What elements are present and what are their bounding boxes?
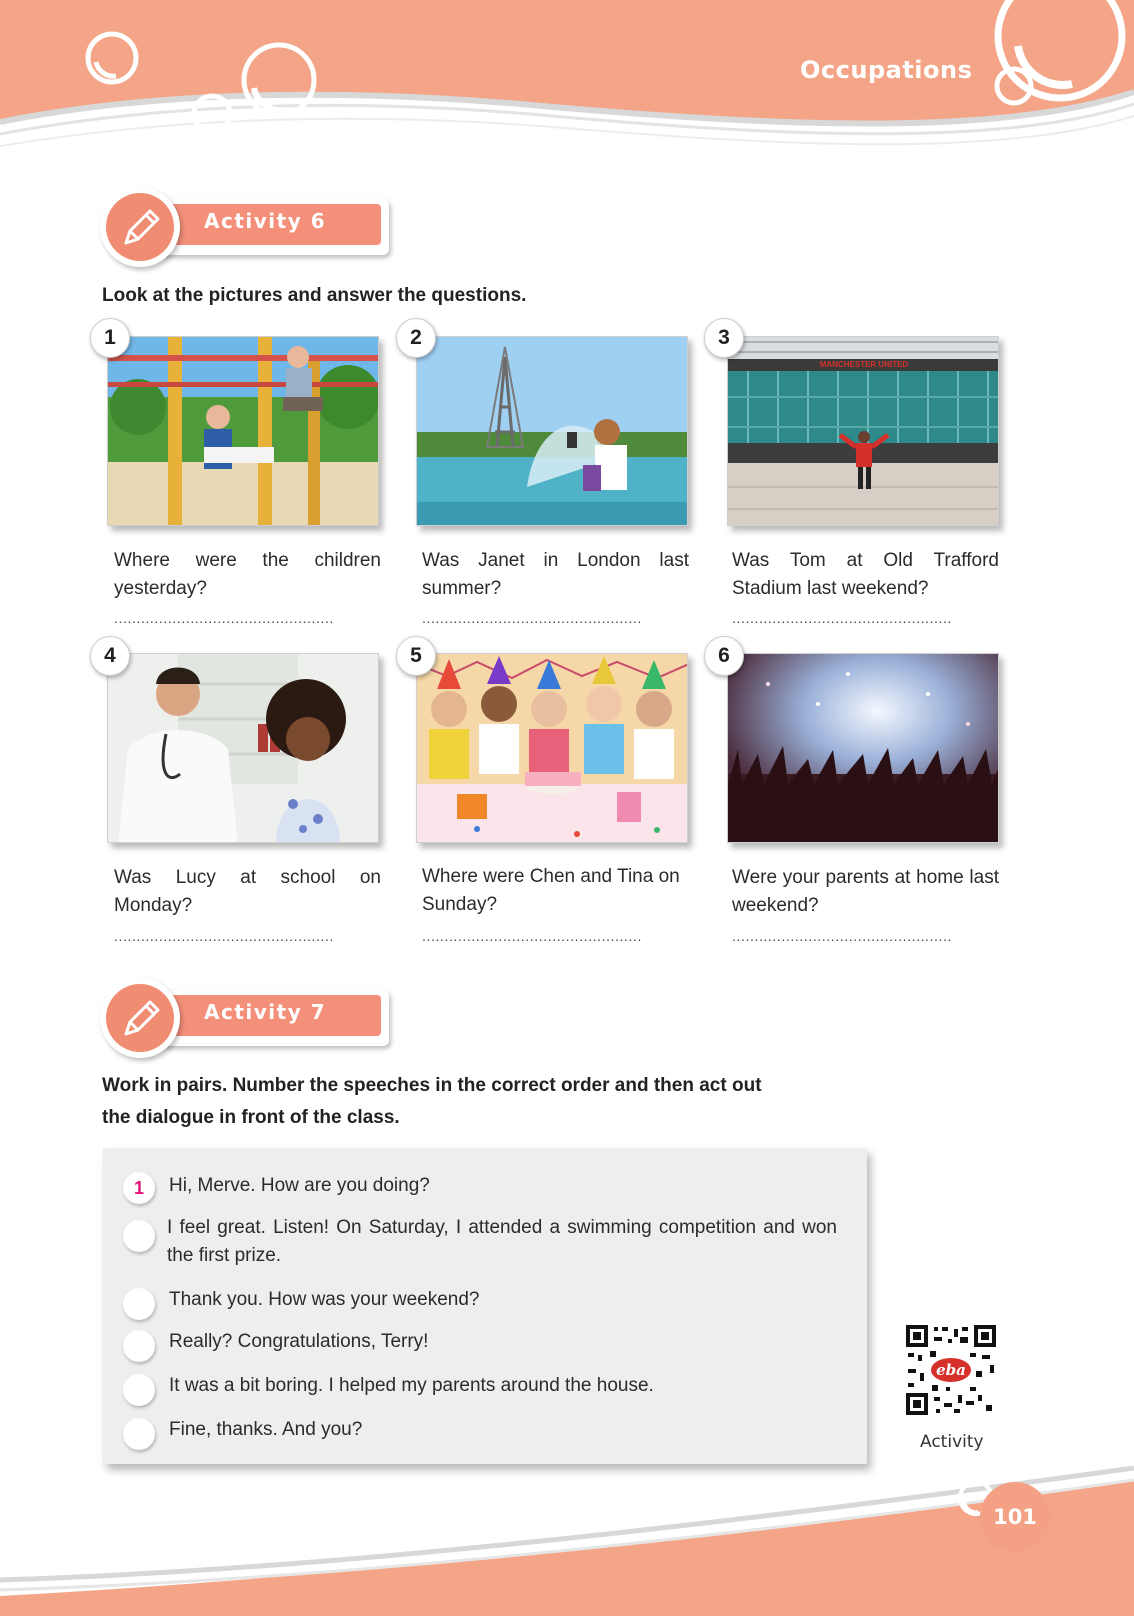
- dialogue-line: Really? Congratulations, Terry!: [169, 1331, 429, 1352]
- footer-banner: [0, 1420, 1134, 1616]
- badge-circle: [100, 978, 180, 1058]
- question-text: Where were Chen and Tina on Sunday?: [422, 866, 680, 915]
- badge-circle: [100, 187, 180, 267]
- activity-7-label: Activity 7: [204, 1000, 327, 1024]
- photo-birthday-party: [416, 653, 688, 843]
- answer-line[interactable]: .................................................: [422, 610, 642, 626]
- activity-7-instruction-line-2: the dialogue in front of the class.: [102, 1107, 400, 1128]
- dialogue-line: It was a bit boring. I helped my parents around the house.: [169, 1375, 654, 1396]
- pencil-icon: [106, 984, 174, 1052]
- photo-children-playground: [107, 336, 379, 526]
- question-number-badge: 1: [90, 318, 130, 358]
- order-number-circle[interactable]: 1: [123, 1172, 155, 1204]
- answer-line[interactable]: .................................................: [732, 928, 952, 944]
- unit-title: Occupations: [800, 56, 973, 84]
- question-text: Where were the children yesterday?: [114, 550, 381, 599]
- question-number-badge: 3: [704, 318, 744, 358]
- dialogue-line: Fine, thanks. And you?: [169, 1419, 363, 1440]
- activity-7-badge: [100, 976, 400, 1060]
- order-number-circle[interactable]: [123, 1220, 155, 1252]
- question-text: Was Janet in London last summer?: [422, 550, 689, 599]
- activity-6-label: Activity 6: [204, 209, 327, 233]
- dialogue-panel: [103, 1148, 867, 1464]
- question-number-badge: 4: [90, 636, 130, 676]
- dialogue-line: Thank you. How was your weekend?: [169, 1289, 480, 1310]
- question-text: Was Tom at Old Trafford Stadium last weekend?: [732, 550, 999, 599]
- question-number-badge: 2: [396, 318, 436, 358]
- order-number-circle[interactable]: [123, 1374, 155, 1406]
- question-number-badge: 5: [396, 636, 436, 676]
- qr-caption: Activity: [920, 1432, 984, 1452]
- answer-line[interactable]: .................................................: [114, 610, 334, 626]
- page-number: 101: [980, 1482, 1050, 1552]
- photo-doctor-and-girl: [107, 653, 379, 843]
- photo-concert-crowd: [727, 653, 999, 843]
- photo-old-trafford-stadium: [727, 336, 999, 526]
- answer-line[interactable]: .................................................: [422, 928, 642, 944]
- header-banner: [0, 0, 1134, 170]
- eba-logo-text: eba: [936, 1361, 966, 1379]
- answer-line[interactable]: .................................................: [114, 928, 334, 944]
- qr-code[interactable]: [906, 1325, 996, 1415]
- stadium-sign: MANCHESTER UNITED: [819, 360, 909, 369]
- activity-6-badge: [100, 185, 400, 269]
- order-number-circle[interactable]: [123, 1330, 155, 1362]
- pencil-icon: [106, 193, 174, 261]
- activity-7-instruction-line-1: Work in pairs. Number the speeches in the correct order and then act out: [102, 1075, 762, 1096]
- photo-eiffel-tower: [416, 336, 688, 526]
- activity-6-instruction: Look at the pictures and answer the questions.: [102, 285, 527, 306]
- order-number-circle[interactable]: [123, 1288, 155, 1320]
- dialogue-line: Hi, Merve. How are you doing?: [169, 1175, 430, 1196]
- answer-line[interactable]: .................................................: [732, 610, 952, 626]
- question-text: Was Lucy at school on Monday?: [114, 867, 381, 916]
- question-text: Were your parents at home last weekend?: [732, 867, 999, 916]
- dialogue-line: I feel great. Listen! On Saturday, I attended a swimming competition and won the first prize.: [167, 1217, 837, 1266]
- question-number-badge: 6: [704, 636, 744, 676]
